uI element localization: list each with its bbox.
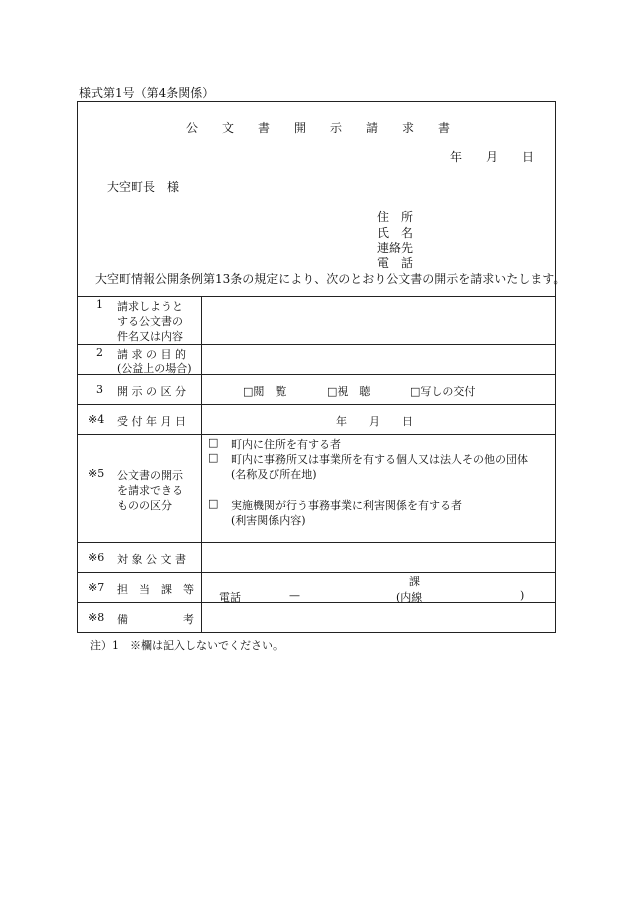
- frame-bottom: [77, 632, 556, 633]
- row5-label-line1: 公文書の開示: [117, 469, 183, 482]
- form-title: 公 文 書 開 示 請 求 書: [186, 121, 451, 135]
- row4-number: ※4: [88, 413, 105, 426]
- row2-label: 請 求 の 目 的: [117, 348, 186, 361]
- row8-label-b: 考: [183, 613, 194, 626]
- row-line-8: [77, 602, 556, 603]
- eligibility-checkbox-1[interactable]: □: [208, 436, 219, 449]
- eligibility-checkbox-3[interactable]: □: [208, 497, 219, 510]
- option-listen-checkbox[interactable]: □視 聴: [327, 385, 371, 398]
- section-suffix: 課: [409, 575, 420, 588]
- row-line-4: [77, 404, 556, 405]
- row2-number: 2: [96, 346, 103, 359]
- target-document-field[interactable]: [203, 544, 553, 570]
- row4-label: 受 付 年 月 日: [117, 415, 186, 428]
- contact-label: 連絡先: [377, 241, 414, 255]
- form-id: 様式第1号（第4条関係）: [79, 86, 215, 100]
- row2-sublabel: (公益上の場合): [117, 362, 192, 375]
- row1-number: 1: [96, 298, 103, 311]
- row1-label-line1: 請求しようと: [117, 300, 183, 313]
- remarks-field[interactable]: [203, 604, 553, 630]
- row8-number: ※8: [88, 611, 105, 624]
- row5-label-line2: を請求できる: [117, 484, 183, 497]
- row7-label: 担 当 課 等: [117, 583, 194, 596]
- eligibility-text-1: 町内に住所を有する者: [231, 438, 341, 451]
- phone-label: 電 話: [377, 256, 414, 270]
- column-divider: [201, 296, 202, 633]
- row-line-6: [77, 542, 556, 543]
- row5-number: ※5: [88, 467, 105, 480]
- row-line-7: [77, 572, 556, 573]
- row-line-5: [77, 434, 556, 435]
- phone-prefix: 電話: [219, 591, 241, 604]
- eligibility-sub-3: (利害関係内容): [231, 514, 306, 527]
- option-view-checkbox[interactable]: □閲 覧: [243, 385, 287, 398]
- declaration: 大空町情報公開条例第13条の規定により、次のとおり公文書の開示を請求いたします。: [95, 272, 566, 286]
- row-line-2: [77, 344, 556, 345]
- footnote: 注）1 ※欄は記入しないでください。: [90, 639, 284, 652]
- row6-label: 対 象 公 文 書: [117, 553, 186, 566]
- eligibility-sub-2: (名称及び所在地): [231, 468, 317, 481]
- row6-number: ※6: [88, 551, 105, 564]
- row8-label-a: 備: [117, 613, 128, 626]
- row3-label: 開 示 の 区 分: [117, 385, 186, 398]
- name-label: 氏 名: [377, 226, 414, 240]
- row1-value-field[interactable]: [203, 298, 553, 342]
- row-line-1: [77, 296, 556, 297]
- row5-label-line3: ものの区分: [117, 499, 172, 512]
- eligibility-checkbox-2[interactable]: □: [208, 451, 219, 464]
- frame-top: [77, 101, 556, 102]
- extension-close: ): [520, 589, 525, 602]
- reception-date-field[interactable]: 年 月 日: [336, 415, 413, 428]
- address-label: 住 所: [377, 210, 414, 224]
- frame-right: [555, 101, 556, 633]
- eligibility-text-2: 町内に事務所又は事業所を有する個人又は法人その他の団体: [231, 453, 528, 466]
- row7-number: ※7: [88, 581, 105, 594]
- row3-number: 3: [96, 383, 103, 396]
- eligibility-text-3: 実施機関が行う事務事業に利害関係を有する者: [231, 499, 462, 512]
- frame-left: [77, 101, 78, 633]
- row1-label-line2: する公文書の: [117, 315, 183, 328]
- option-copy-checkbox[interactable]: □写しの交付: [410, 385, 476, 398]
- addressee: 大空町長 様: [107, 180, 180, 194]
- date-line[interactable]: 年 月 日: [450, 150, 535, 164]
- phone-dash: —: [289, 589, 300, 602]
- extension-open: (内線: [396, 591, 423, 604]
- row1-label-line3: 件名又は内容: [117, 330, 183, 343]
- row2-value-field[interactable]: [203, 346, 553, 372]
